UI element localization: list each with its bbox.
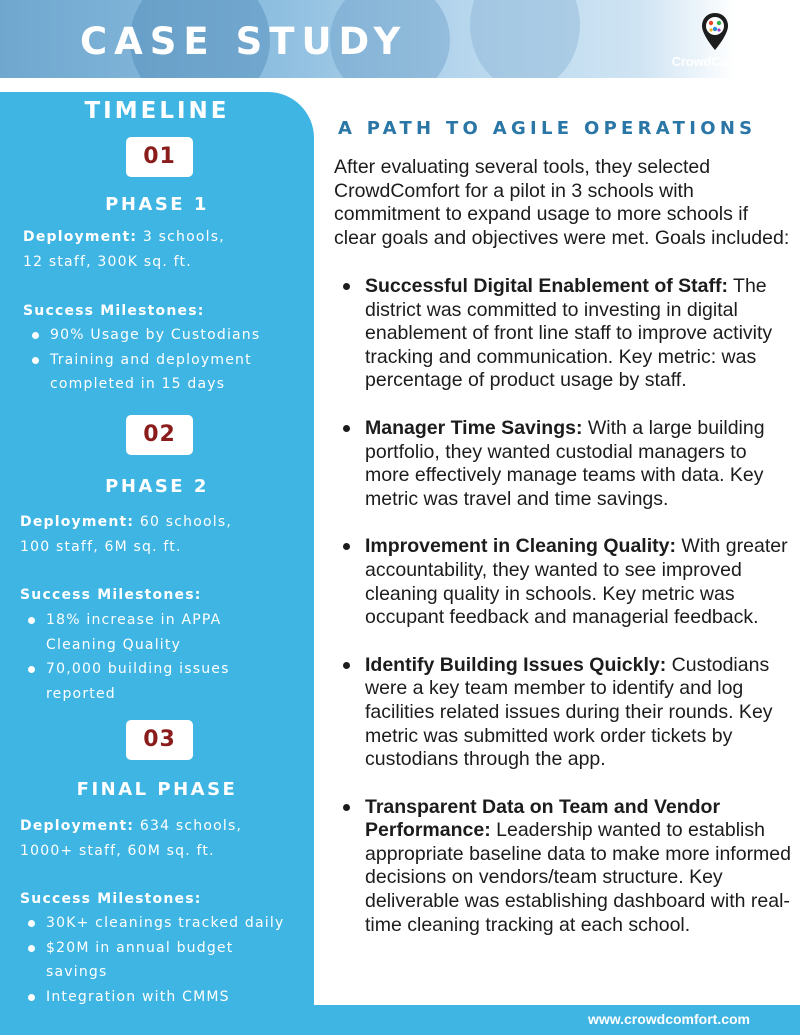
phase-number-badge: 03 [126, 720, 193, 760]
goals-list [340, 275, 794, 937]
goal-text: The district was committed to investing in digital enablement of front line staff to improve activity tracking and communication. Key metric: was percentage of product usage by staff. [365, 275, 773, 392]
milestones-list [24, 323, 260, 397]
phase-deployment [23, 225, 225, 275]
milestone-item: Training and deployment completed in 15 days [24, 348, 260, 397]
deployment-text: 12 staff, 300K sq. ft. [23, 254, 192, 270]
milestone-item: Integration with CMMS [20, 985, 284, 1010]
goal-item [340, 417, 794, 511]
deployment-text: 60 schools, [139, 514, 232, 530]
milestones-list [20, 608, 230, 706]
goal-item [340, 654, 794, 772]
deployment-text: 634 schools, [139, 818, 243, 834]
milestone-item: 18% increase in APPA Cleaning Quality [20, 608, 230, 657]
milestone-item: 70,000 building issues reported [20, 657, 230, 706]
deployment-text: 100 staff, 6M sq. ft. [20, 539, 182, 555]
phase-title: FINAL PHASE [76, 779, 238, 800]
website-link[interactable]: www.crowdcomfort.com [587, 1011, 750, 1027]
milestones-label: Success Milestones: [20, 891, 202, 907]
phase-title: PHASE 1 [105, 194, 209, 215]
crowdcomfort-logo [664, 12, 768, 72]
section-heading: A PATH TO AGILE OPERATIONS [338, 118, 757, 139]
milestone-item: $20M in annual budget savings [20, 936, 284, 985]
deployment-text: 3 schools, [142, 229, 225, 245]
phase-deployment [20, 814, 242, 864]
deployment-label: Deployment: [23, 229, 138, 245]
page-title: CASE STUDY [80, 20, 408, 63]
milestone-item: 90% Usage by Custodians [24, 323, 260, 348]
goal-title: Identify Building Issues Quickly: [365, 653, 667, 676]
logo-text: CrowdComfort [671, 54, 761, 69]
goal-item [340, 796, 794, 938]
intro-paragraph: After evaluating several tools, they selected CrowdComfort for a pilot in 3 schools with commitment to expand usage to more schools if clear goals and objectives were met. Goals included: [334, 156, 790, 249]
timeline-heading: TIMELINE [84, 98, 230, 124]
deployment-text: 1000+ staff, 60M sq. ft. [20, 843, 215, 859]
phase-deployment [20, 510, 232, 560]
header-banner [0, 0, 800, 78]
goal-text: Leadership wanted to establish appropriate baseline data to make more informed decisions on vendors/team structure. Key deliverable was establishing dashboard with real-time cleaning tracking at each school. [365, 819, 791, 936]
goal-title: Manager Time Savings: [365, 416, 583, 439]
phase-number-badge: 01 [126, 137, 193, 177]
phase-number-badge: 02 [126, 415, 193, 455]
goal-item [340, 275, 794, 393]
map-pin-icon [700, 12, 730, 52]
phase-title: PHASE 2 [105, 476, 209, 497]
banner-photo-shape [470, 0, 580, 78]
milestones-list [20, 911, 284, 1009]
footer-bar [0, 1005, 800, 1035]
milestones-label: Success Milestones: [20, 587, 202, 603]
goal-item [340, 535, 794, 629]
goal-title: Transparent Data on Team and Vendor Performance: [365, 795, 721, 842]
deployment-label: Deployment: [20, 514, 135, 530]
goal-text: Custodians were a key team member to identify and log facilities related issues during their rounds. Key metric was submitted work order tickets by custodians through the app. [365, 653, 773, 771]
goal-text: With a large building portfolio, they wanted custodial managers to more effectively manage teams with data. Key metric was travel and time savings. [365, 416, 765, 510]
deployment-label: Deployment: [20, 818, 135, 834]
goal-title: Successful Digital Enablement of Staff: [365, 275, 728, 297]
goal-title: Improvement in Cleaning Quality: [365, 535, 676, 558]
milestones-label: Success Milestones: [23, 303, 205, 319]
goal-text: With greater accountability, they wanted to see improved cleaning quality in schools. Key metric was occupant feedback and managerial feedback. [365, 535, 788, 629]
milestone-item: 30K+ cleanings tracked daily [20, 911, 284, 936]
